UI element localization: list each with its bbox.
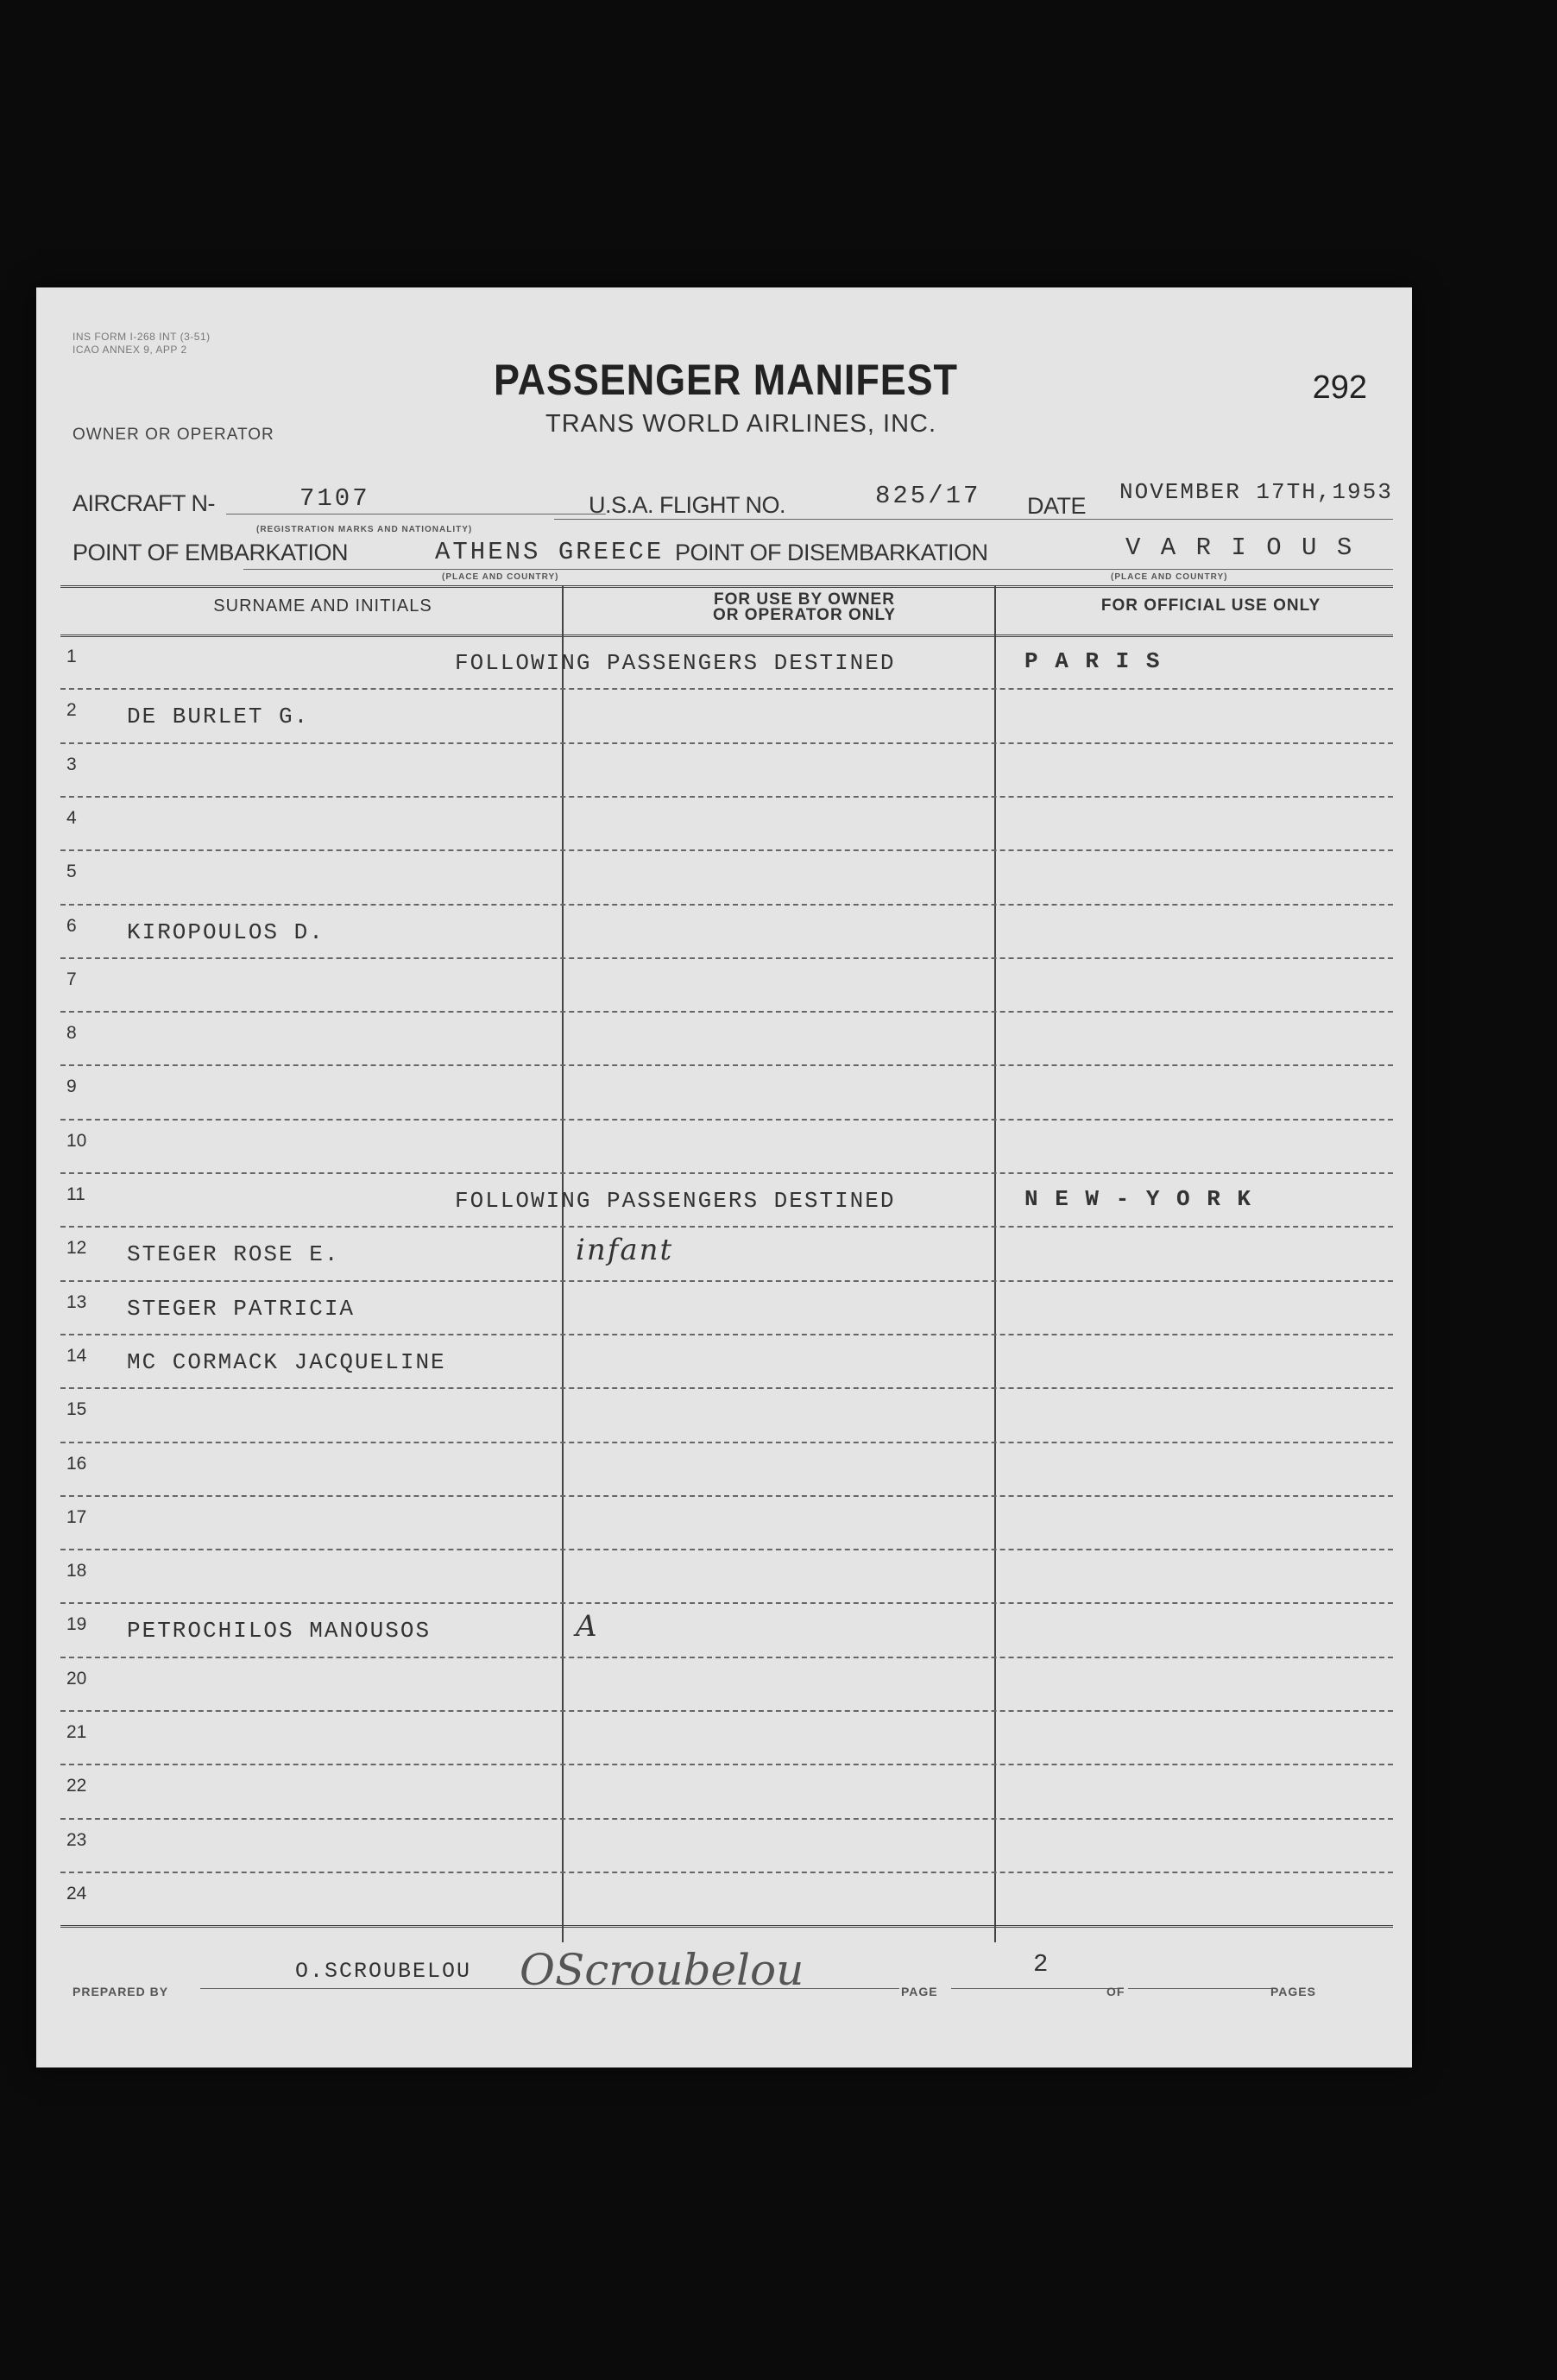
owner-label: OWNER OR OPERATOR [72, 426, 274, 444]
page-underline [951, 1988, 1124, 1989]
row-number: 19 [66, 1614, 87, 1635]
official-use-value: N E W - Y O R K [1024, 1186, 1253, 1212]
col-owner-use: FOR USE BY OWNER OR OPERATOR ONLY [712, 590, 896, 624]
col-surname: SURNAME AND INITIALS [213, 597, 432, 616]
date-value: NOVEMBER 17TH,1953 [1119, 479, 1393, 505]
aircraft-value: 7107 [299, 484, 370, 513]
passenger-name: KIROPOULOS D. [127, 919, 325, 945]
row-separator [60, 1495, 1393, 1497]
row-separator [60, 1064, 1393, 1066]
embarkation-value: ATHENS GREECE [435, 538, 665, 566]
row-number: 22 [66, 1776, 87, 1796]
disembarkation-caption: (PLACE AND COUNTRY) [1111, 572, 1228, 582]
flight-label: U.S.A. FLIGHT NO. [589, 492, 786, 518]
row-number: 11 [66, 1184, 85, 1204]
passenger-name: STEGER PATRICIA [127, 1295, 356, 1322]
row-number: 17 [66, 1506, 87, 1527]
row-separator [60, 1387, 1393, 1389]
of-underline [1128, 1988, 1275, 1989]
row-separator [60, 1172, 1393, 1174]
embarkation-caption: (PLACE AND COUNTRY) [442, 572, 559, 582]
column-divider-1 [562, 585, 564, 1942]
header-divider [60, 585, 1393, 588]
row-number: 15 [66, 1399, 87, 1420]
prepared-by-value: O.SCROUBELOU [295, 1959, 472, 1984]
table-bottom-line [60, 1925, 1393, 1928]
column-header-divider [60, 634, 1393, 637]
flight-value: 825/17 [875, 482, 981, 510]
embarkation-label: POINT OF EMBARKATION [72, 540, 349, 565]
row-number: 23 [66, 1829, 87, 1850]
row-number: 1 [66, 647, 77, 666]
row-number: 21 [66, 1722, 87, 1742]
page-label: PAGE [901, 1985, 938, 1998]
row-number: 2 [66, 700, 77, 721]
row-number: 7 [66, 969, 77, 989]
row-number: 14 [66, 1345, 87, 1366]
col-official-use: FOR OFFICIAL USE ONLY [1100, 597, 1321, 615]
row-separator [60, 849, 1393, 851]
aircraft-underline [226, 514, 606, 515]
row-number: 13 [66, 1291, 87, 1312]
row-number: 24 [66, 1883, 87, 1903]
manifest-sheet [36, 287, 1412, 2068]
embark-underline [243, 569, 1393, 570]
page-value: 2 [1033, 1950, 1051, 1979]
row-number: 12 [66, 1238, 87, 1259]
destination-heading: FOLLOWING PASSENGERS DESTINED [455, 650, 896, 676]
row-separator [60, 1442, 1393, 1443]
row-separator [60, 796, 1393, 798]
aircraft-label: AIRCRAFT N- [72, 490, 216, 516]
row-number: 6 [66, 915, 77, 936]
airline-name: TRANS WORLD AIRLINES, INC. [545, 410, 937, 438]
form-number: INS FORM I-268 INT (3-51) ICAO ANNEX 9, APP 2 [72, 331, 211, 356]
row-separator [60, 904, 1393, 906]
pages-label: PAGES [1270, 1985, 1316, 1998]
page-title: PASSENGER MANIFEST [494, 356, 958, 404]
row-number: 16 [66, 1453, 87, 1474]
disembarkation-value: V A R I O U S [1125, 533, 1355, 562]
row-number: 9 [66, 1076, 77, 1097]
row-number: 10 [66, 1130, 87, 1151]
row-number: 18 [66, 1561, 87, 1581]
passenger-name: PETROCHILOS MANOUSOS [127, 1618, 432, 1645]
row-number: 20 [66, 1668, 87, 1689]
row-separator [60, 1657, 1393, 1658]
passenger-name: DE BURLET G. [127, 704, 310, 730]
row-separator [60, 1549, 1393, 1550]
date-label: DATE [1027, 493, 1087, 519]
row-separator [60, 1710, 1393, 1712]
row-separator [60, 1764, 1393, 1765]
official-use-value: P A R I S [1024, 648, 1162, 674]
prepared-by-label: PREPARED BY [72, 1985, 169, 1998]
row-separator [60, 742, 1393, 744]
row-separator [60, 1334, 1393, 1335]
passenger-name: MC CORMACK JACQUELINE [127, 1348, 446, 1375]
disembarkation-label: POINT OF DISEMBARKATION [675, 540, 988, 565]
registration-caption: (REGISTRATION MARKS AND NATIONALITY) [256, 525, 473, 534]
row-separator [60, 957, 1393, 959]
row-separator [60, 1872, 1393, 1873]
flight-underline [554, 519, 1393, 520]
row-separator [60, 1818, 1393, 1820]
page-number-stamp: 292 [1312, 369, 1367, 406]
column-divider-2 [994, 585, 996, 1942]
row-number: 3 [66, 754, 77, 774]
row-number: 8 [66, 1023, 77, 1044]
row-separator [60, 688, 1393, 690]
row-number: 4 [66, 807, 77, 828]
passenger-name: STEGER ROSE E. [127, 1241, 340, 1268]
row-number: 5 [66, 862, 77, 882]
preparer-signature: OScroubelou [520, 1945, 804, 1995]
owner-use-note: A [576, 1609, 599, 1645]
owner-use-note: infant [576, 1233, 674, 1268]
row-separator [60, 1602, 1393, 1604]
row-separator [60, 1226, 1393, 1228]
of-label: OF [1106, 1985, 1125, 1998]
row-separator [60, 1280, 1393, 1282]
row-separator [60, 1011, 1393, 1013]
destination-heading: FOLLOWING PASSENGERS DESTINED [455, 1188, 896, 1214]
row-separator [60, 1119, 1393, 1121]
